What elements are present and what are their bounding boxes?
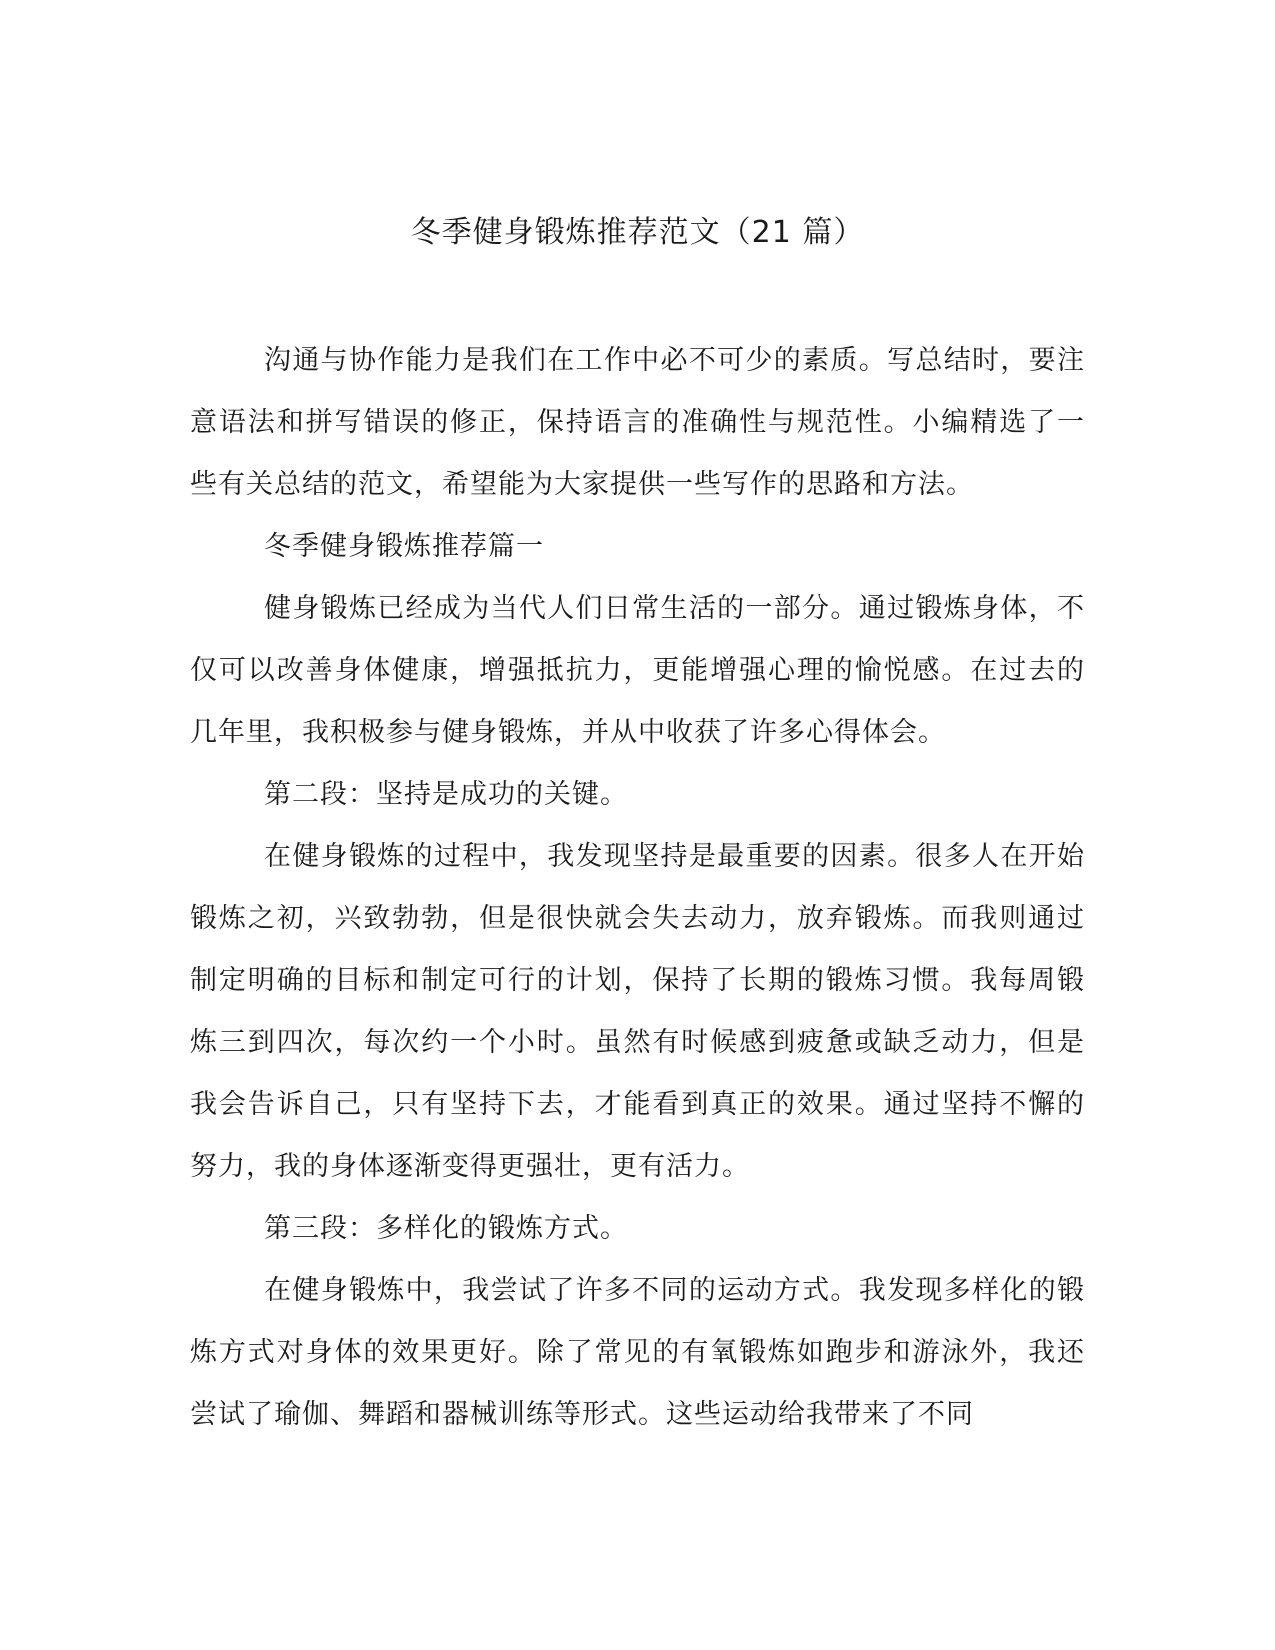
- paragraph-3: 在健身锻炼中，我尝试了许多不同的运动方式。我发现多样化的锻炼方式对身体的效果更好。除了常见的有氧锻炼如跑步和游泳外，我还尝试了瑜伽、舞蹈和器械训练等形式。这些运动给我带来了不同: [190, 1275, 1085, 1430]
- document-title: 冬季健身锻炼推荐范文（21 篇）: [410, 215, 865, 250]
- paragraph-2: 在健身锻炼的过程中，我发现坚持是最重要的因素。很多人在开始锻炼之初，兴致勃勃，但是很快就会失去动力，放弃锻炼。而我则通过制定明确的目标和制定可行的计划，保持了长期的锻炼习惯。我每周锻炼三到四次，每次约一个小时。虽然有时候感到疲惫或缺乏动力，但是我会告诉自己，只有坚持下去，才能看到真正的效果。通过坚持不懈的努力，我的身体逐渐变得更强壮，更有活力。: [190, 841, 1085, 1182]
- paragraph-1: 健身锻炼已经成为当代人们日常生活的一部分。通过锻炼身体，不仅可以改善身体健康，增强抵抗力，更能增强心理的愉悦感。在过去的几年里，我积极参与健身锻炼，并从中收获了许多心得体会。: [190, 593, 1085, 748]
- document-body: [190, 330, 1085, 1446]
- heading-3: 第三段：多样化的锻炼方式。: [264, 1213, 628, 1244]
- heading-2: 第二段：坚持是成功的关键。: [264, 779, 628, 810]
- intro-paragraph: 沟通与协作能力是我们在工作中必不可少的素质。写总结时，要注意语法和拼写错误的修正，保持语言的准确性与规范性。小编精选了一些有关总结的范文，希望能为大家提供一些写作的思路和方法。: [190, 345, 1085, 500]
- section-heading: 冬季健身锻炼推荐篇一: [264, 531, 544, 562]
